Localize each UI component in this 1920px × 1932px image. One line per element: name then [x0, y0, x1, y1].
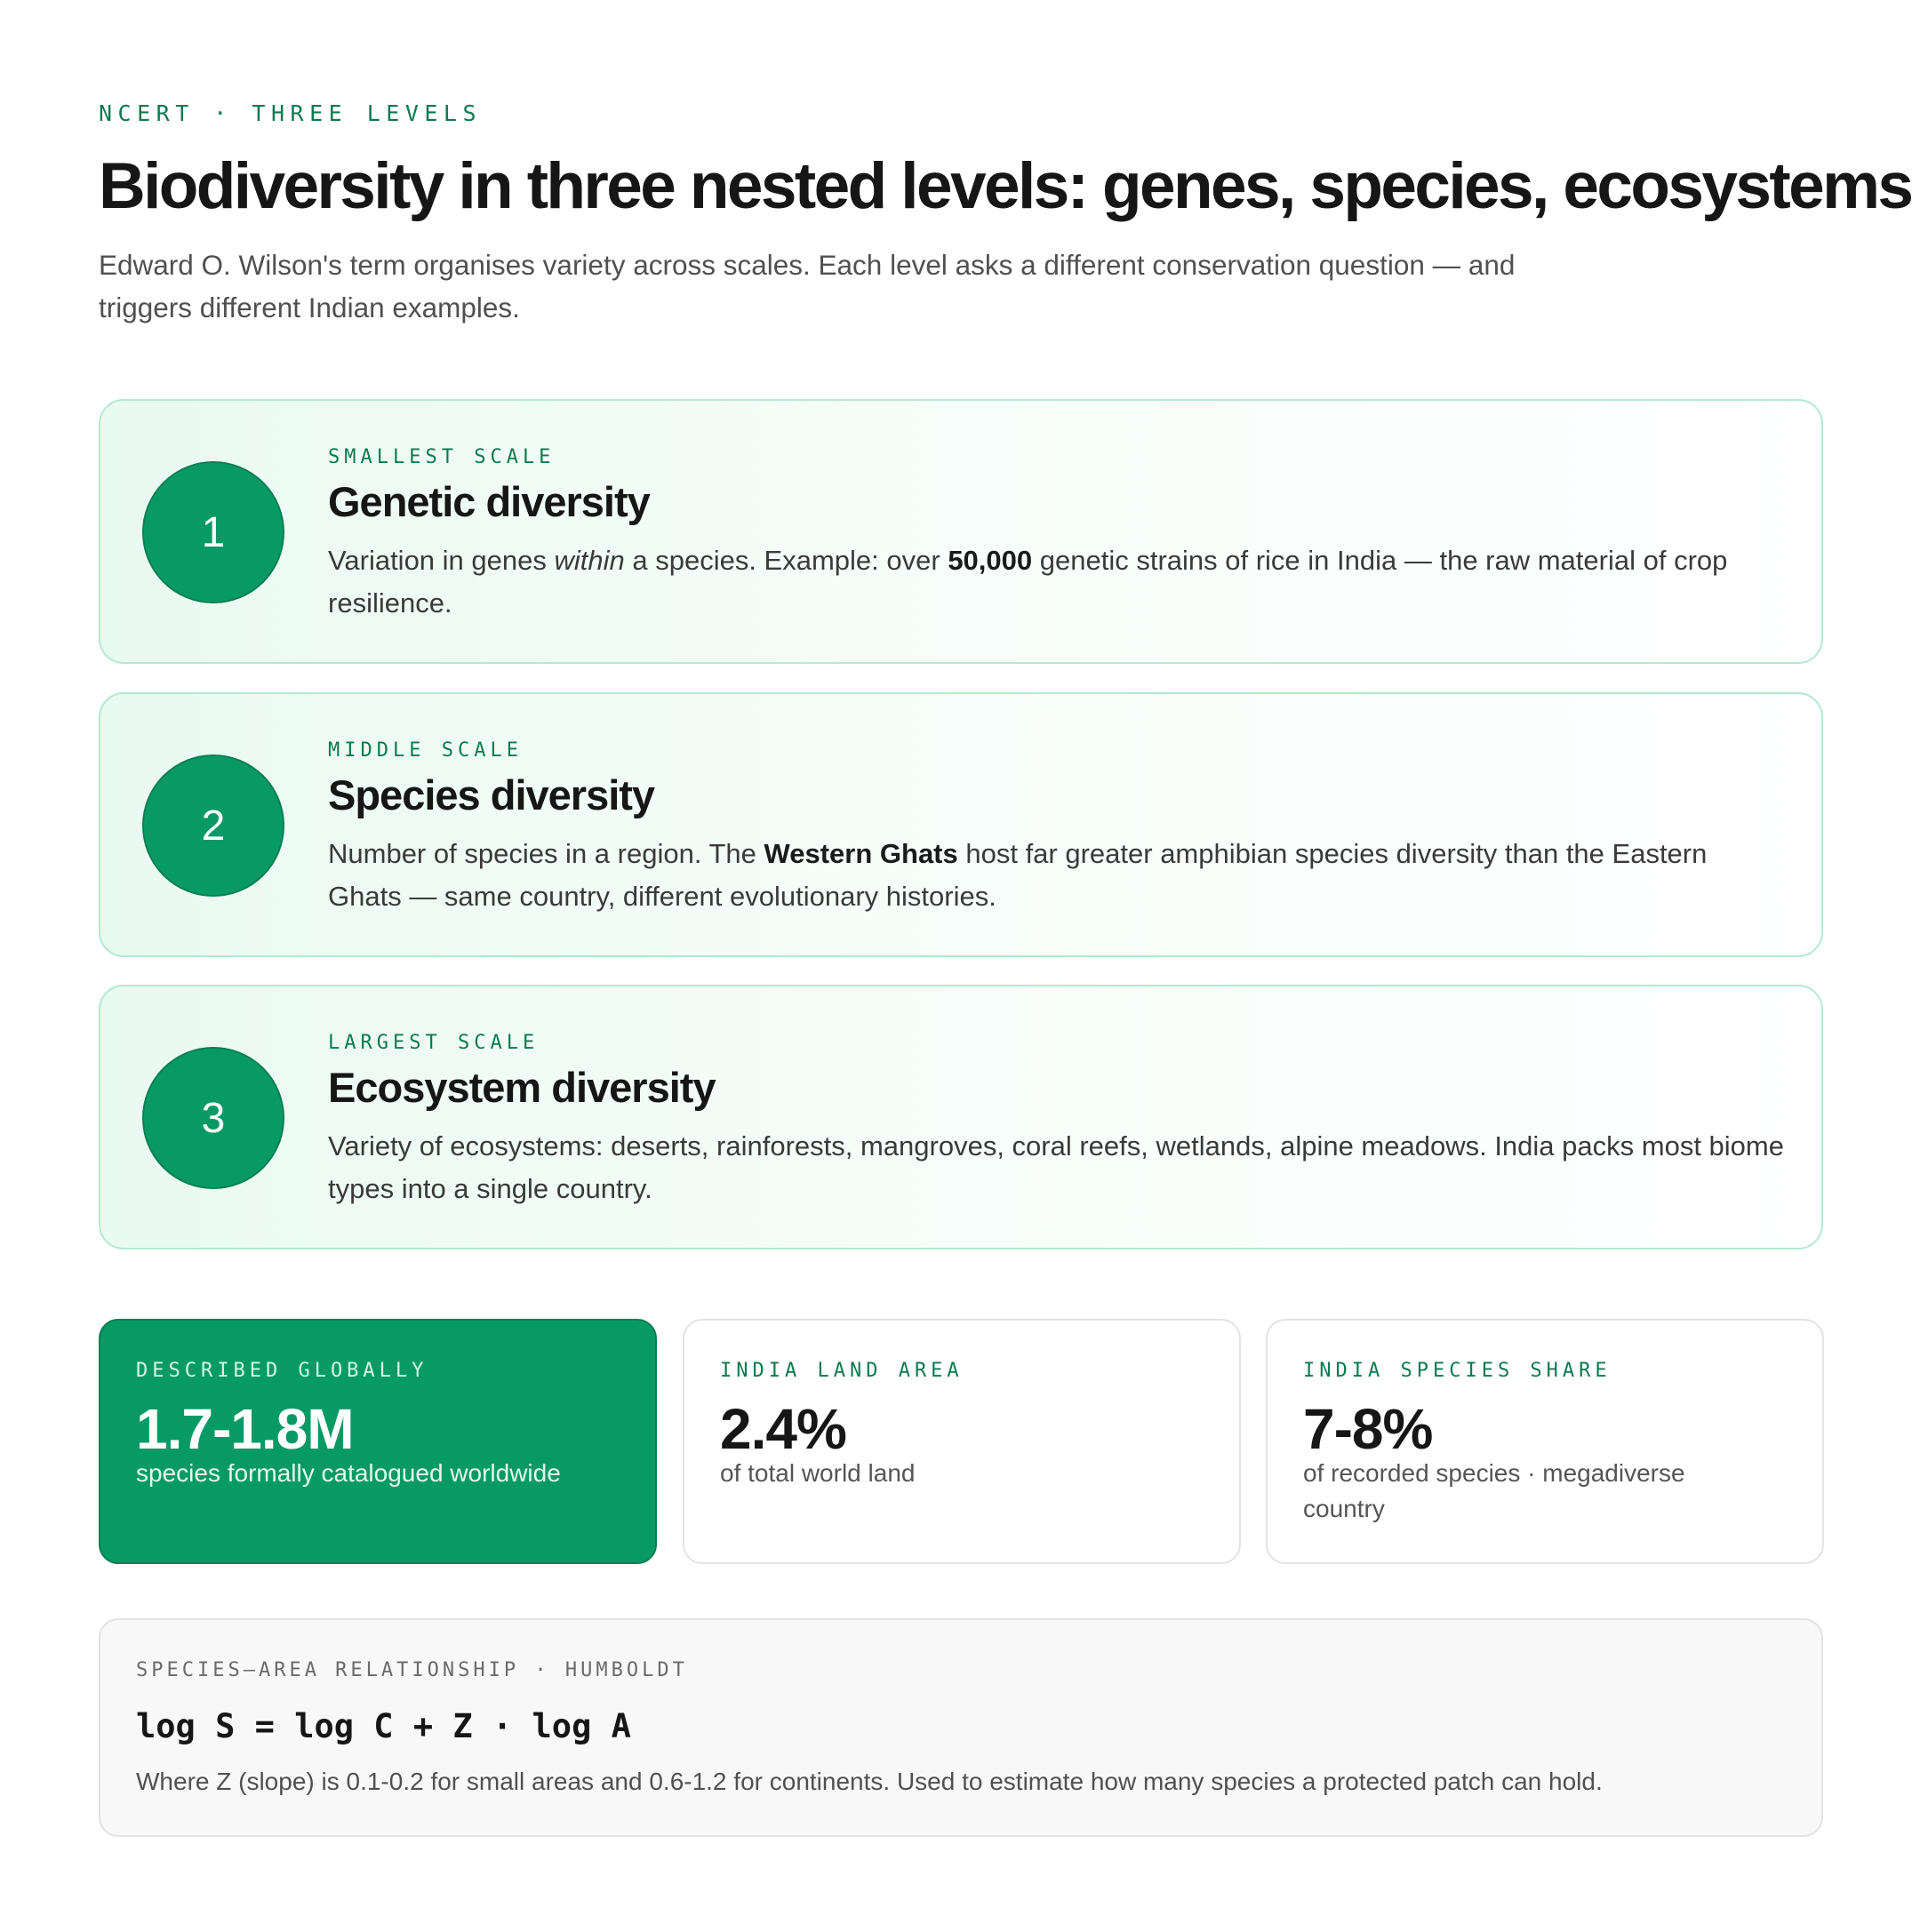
formula-card	[99, 1618, 1823, 1837]
page-title: Biodiversity in three nested levels: genes, species, ecosystems	[99, 150, 1912, 222]
level-card-ecosystem	[99, 985, 1823, 1249]
level-number-badge: 3	[142, 1047, 284, 1189]
stat-label: INDIA LAND AREA	[720, 1360, 964, 1382]
stat-value: 1.7-1.8M	[136, 1397, 354, 1461]
stat-caption: of recorded species · megadiverse country	[1303, 1459, 1685, 1522]
stat-value: 2.4%	[720, 1397, 846, 1461]
level-scale-label: SMALLEST SCALE	[328, 446, 556, 468]
stat-card-india-land-area	[683, 1319, 1241, 1564]
stat-value: 7-8%	[1303, 1397, 1433, 1461]
level-card-species	[99, 692, 1823, 957]
formula-note: Where Z (slope) is 0.1-0.2 for small areas and 0.6-1.2 for continents. Used to estimate how many species a protected patch can hold.	[136, 1768, 1603, 1795]
stat-card-described-globally	[99, 1319, 657, 1564]
formula-label: SPECIES–AREA RELATIONSHIP · HUMBOLDT	[136, 1659, 688, 1681]
level-description: Variety of ecosystems: deserts, rainforests, mangroves, coral reefs, wetlands, alpine meadows. India packs most biome types into a single country.	[328, 1130, 1784, 1204]
level-scale-label: LARGEST SCALE	[328, 1032, 540, 1054]
page-eyebrow: NCERT · THREE LEVELS	[99, 100, 483, 126]
level-title: Ecosystem diversity	[328, 1064, 716, 1111]
level-description: Variation in genes within a species. Example: over 50,000 genetic strains of rice in India — the raw material of crop resilience.	[328, 545, 1728, 619]
level-description: Number of species in a region. The Western Ghats host far greater amphibian species diversity than the Eastern Ghats — same country, different evolutionary histories.	[328, 838, 1708, 912]
level-scale-label: MIDDLE SCALE	[328, 739, 523, 762]
stat-card-india-species-share	[1266, 1319, 1824, 1564]
level-card-genetic	[99, 399, 1823, 664]
level-number-badge: 2	[142, 754, 284, 897]
stat-caption: of total world land	[720, 1459, 916, 1487]
level-title: Species diversity	[328, 771, 655, 818]
stat-label: DESCRIBED GLOBALLY	[136, 1360, 428, 1382]
level-number-badge: 1	[142, 461, 284, 603]
level-title: Genetic diversity	[328, 478, 650, 525]
page-subtitle: Edward O. Wilson's term organises variety across scales. Each level asks a different conservation question — and triggers different Indian examples.	[99, 249, 1516, 323]
stat-caption: species formally catalogued worldwide	[136, 1459, 561, 1487]
formula-expression: log S = log C + Z · log A	[136, 1707, 631, 1745]
stat-label: INDIA SPECIES SHARE	[1303, 1360, 1612, 1382]
